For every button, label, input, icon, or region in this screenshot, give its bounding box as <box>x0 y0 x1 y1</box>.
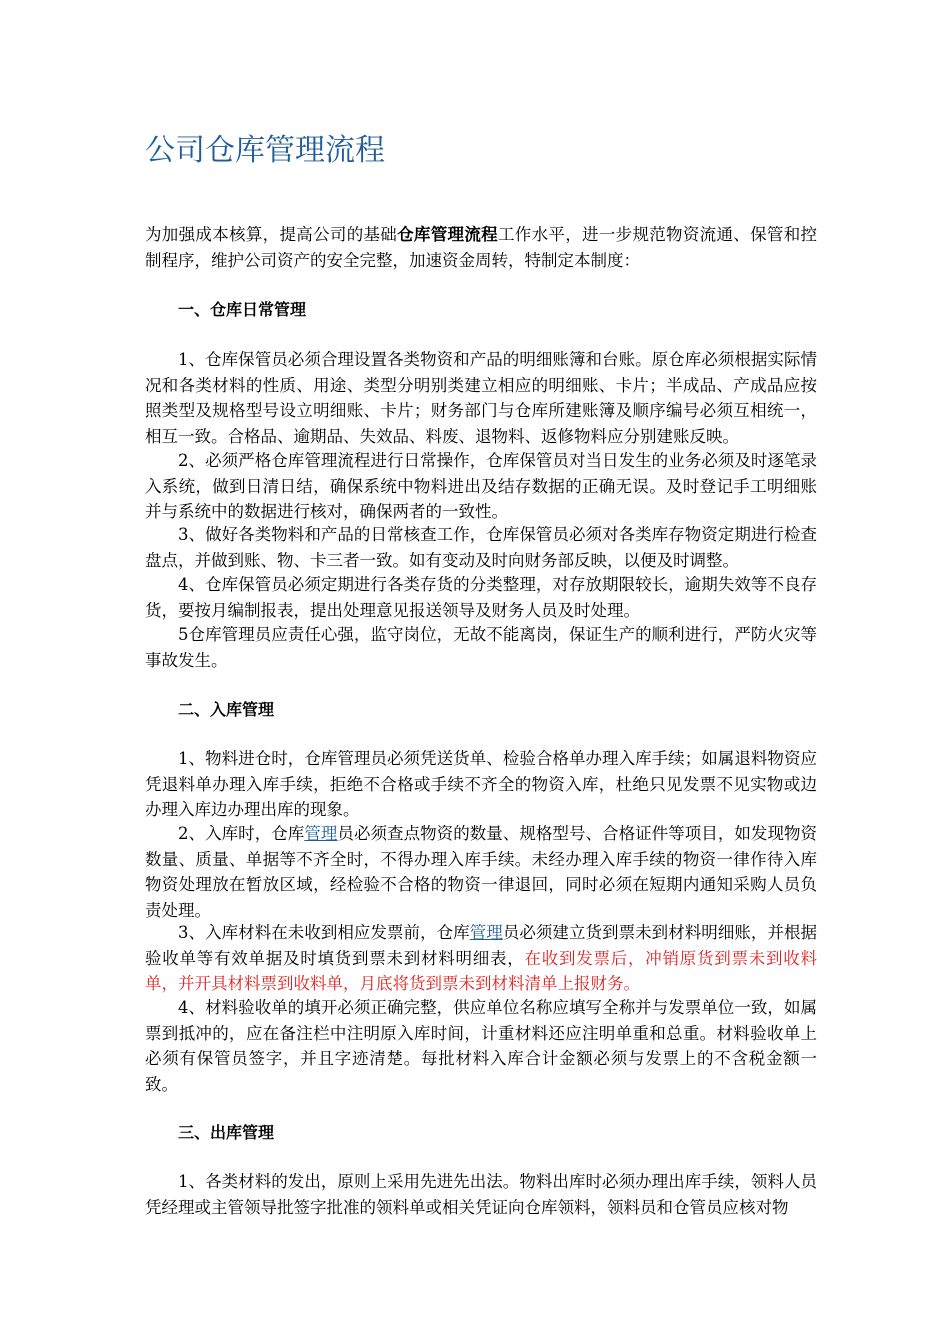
sec2-paragraph-1: 1、物料进仓时，仓库管理员必须凭送货单、检验合格单办理入库手续；如属退料物资应凭退料单办理入库手续，拒绝不合格或手续不齐全的物资入库，杜绝只见发票不见实物或边办理入库边办理出库的现象。 <box>145 749 817 819</box>
sec2-p3-text-mid: 员必须建立货到票未到材料明细账，并根据验收单等有效单据及时填货到票未到材料明细表， <box>145 923 818 968</box>
sec2-p3-highlight-text: 在收到发票后，冲销原货到票未到收料单，并开具材料票到收料单，月底将货到票未到材料清单上报财务。 <box>145 948 817 993</box>
sec2-p2-text-rest: 员必须查点物资的数量、规格型号、合格证件等项目，如发现物资数量、质量、单据等不齐全时，不得办理入库手续。未经办理入库手续的物资一律作待入库物资处理放在暂放区域，经检验不合格的物资一律退回，同时必须在短期内通知采购人员负责处理。 <box>145 824 818 920</box>
sec2-p3-text: 3、入库材料在未收到相应发票前，仓库 <box>178 923 470 942</box>
management-link[interactable]: 管理 <box>304 824 338 843</box>
intro-text: 为加强成本核算，提高公司的基础 <box>145 225 398 244</box>
sec2-paragraph-4: 4、材料验收单的填开必须正确完整，供应单位名称应填写全称并与发票单位一致，如属票到抵冲的，应在备注栏中注明原入库时间，计重材料还应注明单重和总重。材料验收单上必须有保管员签字，并且字迹清楚。每批材料入库合计金额必须与发票上的不含税金额一致。 <box>145 998 817 1094</box>
sec1-paragraph-4: 4、仓库保管员必须定期进行各类存货的分类整理，对存放期限较长，逾期失效等不良存货，要按月编制报表，提出处理意见报送领导及财务人员及时处理。 <box>145 575 817 620</box>
section-heading-outbound: 三、出库管理 <box>178 1123 275 1142</box>
management-link-2[interactable]: 管理 <box>469 923 503 942</box>
intro-bold-keyword: 仓库管理流程 <box>397 225 498 244</box>
document-title: 公司仓库管理流程 <box>145 133 385 168</box>
sec2-paragraph-3 <box>145 920 817 997</box>
section-heading-daily: 一、仓库日常管理 <box>178 300 307 319</box>
intro-text-rest: 工作水平，进一步规范物资流通、保管和控制程序，维护公司资产的安全完整，加速资金周转，特制定本制度： <box>145 225 818 270</box>
sec3-paragraph-1: 1、各类材料的发出，原则上采用先进先出法。物料出库时必须办理出库手续，领料人员凭经理或主管领导批签字批准的领料单或相关凭证向仓库领料，领料员和仓管员应核对物 <box>145 1172 817 1217</box>
sec1-paragraph-1: 1、仓库保管员必须合理设置各类物资和产品的明细账簿和台账。原仓库必须根据实际情况和各类材料的性质、用途、类型分明别类建立相应的明细账、卡片；半成品、产成品应按照类型及规格型号设立明细账、卡片；财务部门与仓库所建账簿及顺序编号必须互相统一，相互一致。合格品、逾期品、失效品、料废、退物料、返修物料应分别建账反映。 <box>145 350 817 446</box>
sec2-p2-text: 2、入库时，仓库 <box>178 824 305 843</box>
sec1-paragraph-5: 5仓库管理员应责任心强，监守岗位，无故不能离岗，保证生产的顺利进行，严防火灾等事故发生。 <box>145 625 817 670</box>
sec1-paragraph-3: 3、做好各类物料和产品的日常核查工作，仓库保管员必须对各类库存物资定期进行检查盘点，并做到账、物、卡三者一致。如有变动及时向财务部反映，以便及时调整。 <box>145 525 817 570</box>
intro-paragraph <box>145 222 817 273</box>
sec1-paragraph-2: 2、必须严格仓库管理流程进行日常操作，仓库保管员对当日发生的业务必须及时逐笔录入系统，做到日清日结，确保系统中物料进出及结存数据的正确无误。及时登记手工明细账并与系统中的数据进行核对，确保两者的一致性。 <box>145 451 817 521</box>
sec2-paragraph-2 <box>145 821 817 923</box>
section-heading-inbound: 二、入库管理 <box>178 700 275 719</box>
